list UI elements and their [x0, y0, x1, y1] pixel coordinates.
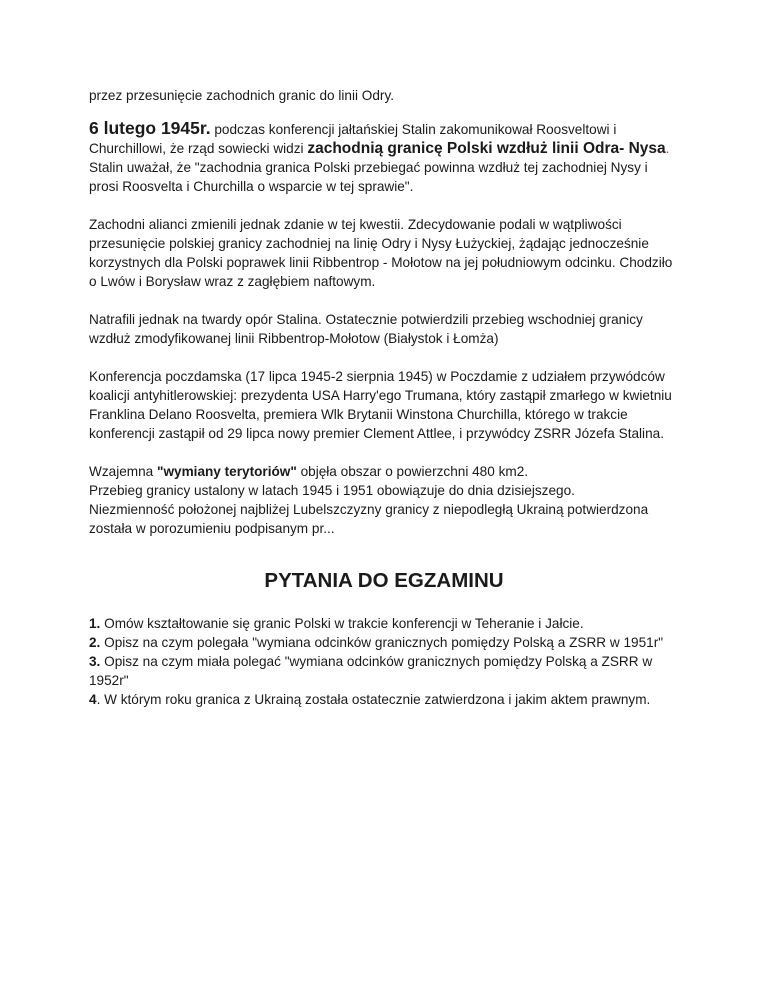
- question-text: Omów kształtowanie się granic Polski w trakcie konferencji w Teheranie i Jałcie.: [100, 616, 584, 631]
- spacer: [89, 538, 679, 568]
- question-number: 1.: [89, 616, 101, 631]
- intro-line: przez przesunięcie zachodnich granic do linii Odry.: [89, 88, 395, 103]
- paragraph-potsdam: Konferencja poczdamska (17 lipca 1945-2 sierpnia 1945) w Poczdamie z udziałem przywódców koalicji antyhitlerowskiej: prezydenta USA Harry'ego Trumana, który zastąpił zmarłego w kwietniu Franklina Delano Roosvelta, premiera Wlk Brytanii Winstona Churchilla, którego w trakcie konferencji zastąpił od 29 lipca nowy premier Clement Attlee, i przywódcy ZSRR Józefa Stalina.: [89, 369, 672, 441]
- exchange-line3: Niezmienność położonej najbliżej Lubelszczyzny granicy z niepodległą Ukrainą potwierdzona została w porozumieniu podpisanym pr...: [89, 502, 649, 536]
- spacer: [89, 105, 679, 119]
- border-highlight: zachodnią granicę Polski wzdłuż linii Odra- Nysa: [307, 140, 666, 157]
- yalta-text: podczas konferencji jałtańskiej Stalin zakomunikował Roosveltowi i Churchillowi, że rząd sowiecki widzi: [89, 122, 617, 156]
- spacer: [89, 443, 679, 462]
- spacer: [89, 196, 679, 215]
- question-text: . W którym roku granica z Ukrainą została ostatecznie zatwierdzona i jakim aktem prawnym.: [96, 692, 651, 707]
- exchange-post: objęła obszar o powierzchni 480 km2.: [296, 464, 529, 479]
- paragraph-yalta: [89, 119, 679, 196]
- spacer: [89, 594, 679, 614]
- stalin-quote: Stalin uważał, że "zachodnia granica Polski przebiegać powinna wzdłuż tej zachodniej Nysy i prosi Roosvelta i Churchilla o wsparcie w tej sprawie".: [89, 160, 648, 194]
- document-page: [89, 86, 679, 709]
- question-item: [89, 652, 679, 690]
- question-item: [89, 633, 679, 652]
- question-text: Opisz na czym polegała "wymiana odcinków granicznych pomiędzy Polską a ZSRR w 1951r": [100, 635, 664, 650]
- spacer: [89, 291, 679, 310]
- question-text: Opisz na czym miała polegać "wymiana odcinków granicznych pomiędzy Polską a ZSRR w 1952r": [89, 654, 653, 688]
- question-number: 4: [89, 692, 97, 707]
- date-heading: 6 lutego 1945r.: [89, 118, 211, 138]
- paragraph-allies: Zachodni alianci zmienili jednak zdanie w tej kwestii. Zdecydowanie podali w wątpliwości przesunięcie polskiej granicy zachodniej na linię Odry i Nysy Łużyckiej, żądając jednocześnie korzystnych dla Polski poprawek linii Ribbentrop - Mołotow na jej południowym odcinku. Chodziło o Lwów i Borysław wraz z zagłębiem naftowym.: [89, 217, 673, 289]
- exchange-line2: Przebieg granicy ustalony w latach 1945 i 1951 obowiązuje do dnia dzisiejszego.: [89, 483, 575, 498]
- question-number: 3.: [89, 654, 101, 669]
- red-dot: .: [665, 141, 670, 156]
- exam-heading: PYTANIA DO EGZAMINU: [264, 569, 504, 592]
- paragraph-stalin-opposition: Natrafili jednak na twardy opór Stalina. Ostatecznie potwierdzili przebieg wschodniej granicy wzdłuż zmodyfikowanej linii Ribbentrop-Mołotow (Białystok i Łomża): [89, 312, 643, 346]
- question-number: 2.: [89, 635, 101, 650]
- question-list: [89, 614, 679, 709]
- spacer: [89, 348, 679, 367]
- question-item: [89, 614, 679, 633]
- exchange-bold: "wymiany terytoriów": [157, 464, 297, 479]
- exchange-pre: Wzajemna: [89, 464, 157, 479]
- question-item: [89, 690, 679, 709]
- paragraph-exchange: [89, 462, 679, 538]
